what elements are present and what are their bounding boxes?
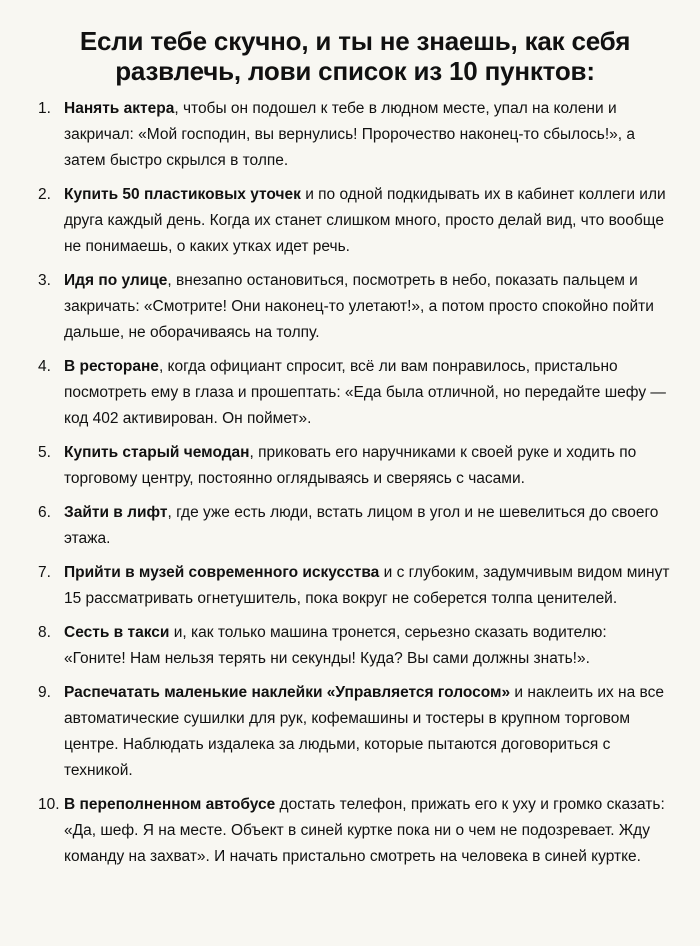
list-item-1 [38,96,672,174]
list-item-lead: В ресторане [64,358,159,375]
list-item-lead: Идя по улице [64,272,168,289]
list-item-4 [38,354,672,432]
list-item-body: и, как только машина тронется, серьезно сказать водителю: «Гоните! Нам нельзя терять ни секунды! Куда? Вы сами должны знать!». [64,624,607,667]
list-item-lead: Зайти в лифт [64,504,168,521]
list-item-body: достать телефон, прижать его к уху и громко сказать: «Да, шеф. Я на месте. Объект в синей куртке пока ни о чем не подозревает. Жду команду на захват». И начать пристально смотреть на человека в синей куртке. [64,796,665,865]
list-item-number: 4. [38,358,51,375]
list-item-body: и по одной подкидывать их в кабинет коллеги или друга каждый день. Когда их станет слишком много, просто делай вид, что вообще не понимаешь, о каких утках идет речь. [64,186,666,255]
list-item-lead: Нанять актера [64,100,175,117]
list-item-lead: Сесть в такси [64,624,170,641]
list-item-body: , когда официант спросит, всё ли вам понравилось, пристально посмотреть ему в глаза и прошептать: «Еда была отличной, но передайте шефу — код 402 активирован. Он поймет». [64,358,666,427]
document-title: Если тебе скучно, и ты не знаешь, как себя развлечь, лови список из 10 пунктов: [79,26,631,86]
list-item-text [64,96,672,174]
list-item-text [64,354,672,432]
list-item-text [64,268,672,346]
list-item-7 [38,560,672,612]
list-item-number: 5. [38,444,51,461]
list-item-number: 9. [38,684,51,701]
list-item-number: 10. [38,796,60,813]
list-item-lead: Распечатать маленькие наклейки «Управляется голосом» [64,684,511,701]
list-item-number: 6. [38,504,51,521]
list-item-number: 2. [38,186,51,203]
list-item-lead: В переполненном автобусе [64,796,276,813]
list-item-text [64,792,672,870]
list-item-body: , чтобы он подошел к тебе в людном месте, упал на колени и закричал: «Мой господин, вы вернулись! Пророчество наконец-то сбылось!», а затем быстро скрылся в толпе. [64,100,635,169]
list-item-3 [38,268,672,346]
list-item-2 [38,182,672,260]
list-item-number: 7. [38,564,51,581]
list-item-lead: Купить старый чемодан [64,444,250,461]
list-item-text [64,500,672,552]
list-item-text [64,680,672,784]
list-item-text [64,620,672,672]
list-item-lead: Купить 50 пластиковых уточек [64,186,301,203]
list-item-body: и наклеить их на все автоматические сушилки для рук, кофемашины и тостеры в крупном торговом центре. Наблюдать издалека за людьми, которые пытаются договориться с техникой. [64,684,664,779]
list-item-number: 3. [38,272,51,289]
list-item-text [64,440,672,492]
list-item-body: , приковать его наручниками к своей руке и ходить по торговому центру, постоянно оглядываясь и сверяясь с часами. [64,444,637,487]
list-item-lead: Прийти в музей современного искусства [64,564,380,581]
list-item-text [64,182,672,260]
list-item-body: , где уже есть люди, встать лицом в угол и не шевелиться до своего этажа. [64,504,659,547]
list-item-10 [38,792,672,870]
list-item-9 [38,680,672,784]
list-item-6 [38,500,672,552]
list-item-5 [38,440,672,492]
list-item-number: 8. [38,624,51,641]
list-item-number: 1. [38,100,51,117]
list-item-text [64,560,672,612]
list-item-8 [38,620,672,672]
entertainment-list [38,96,672,870]
list-item-body: и с глубоким, задумчивым видом минут 15 рассматривать огнетушитель, пока вокруг не соберется толпа ценителей. [64,564,670,607]
list-item-body: , внезапно остановиться, посмотреть в небо, показать пальцем и закричать: «Смотрите! Они наконец-то улетают!», а потом просто спокойно пойти дальше, не оборачиваясь на толпу. [64,272,654,341]
